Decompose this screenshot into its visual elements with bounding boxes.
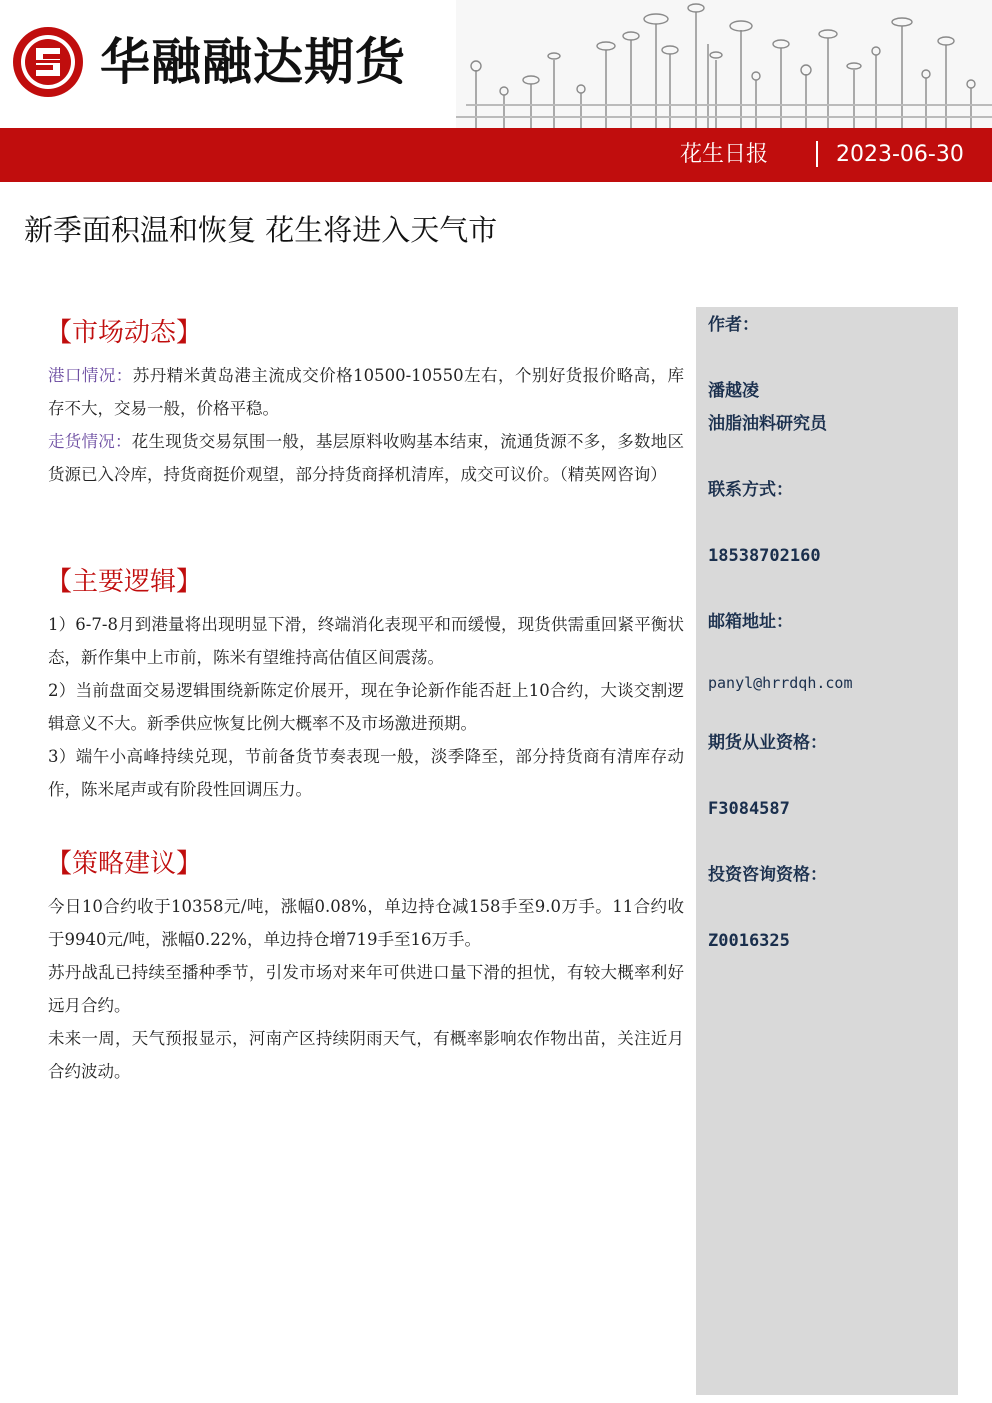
report-header (0, 0, 992, 182)
strategy-item: 苏丹战乱已持续至播种季节，引发市场对来年可供进口量下滑的担忧，有较大概率利好远月合约。 (48, 963, 684, 1015)
spot-text: 花生现货交易氛围一般，基层原料收购基本结束，流通货源不多，多数地区货源已入冷库，持货商挺价观望，部分持货商择机清库，成交可议价。（精英网咨询） (48, 432, 685, 484)
strategy-item: 今日10合约收于10358元/吨，涨幅0.08%，单边持仓减158手至9.0万手。11合约收于9940元/吨，涨幅0.22%，单边持仓增719手至16万手。 (48, 897, 684, 949)
port-text: 苏丹精米黄岛港主流成交价格10500-10550左右，个别好货报价略高，库存不大，交易一般，价格平稳。 (48, 366, 684, 418)
section-heading: 【市场动态】 (46, 318, 203, 348)
port-label: 港口情况： (48, 366, 133, 385)
email-address[interactable]: panyl@hrrdqh.com (708, 674, 853, 692)
report-title: 新季面积温和恢复 花生将进入天气市 (24, 213, 498, 247)
phone-number: 18538702160 (708, 546, 821, 566)
header-divider (816, 141, 818, 167)
section-market (48, 313, 684, 491)
section-logic (48, 562, 684, 806)
futures-qualification-label: 期货从业资格： (708, 733, 827, 753)
author-sidebar (696, 307, 958, 1395)
futures-qualification-number: F3084587 (708, 799, 790, 819)
report-type: 花生日报 (680, 142, 769, 167)
header-decoration (456, 0, 992, 128)
investment-qualification-label: 投资咨询资格： (708, 865, 827, 885)
author-label: 作者： (708, 315, 759, 335)
contact-label: 联系方式： (708, 480, 793, 500)
section-heading: 【主要逻辑】 (46, 567, 203, 597)
report-date: 2023-06-30 (836, 142, 964, 167)
section-heading: 【策略建议】 (46, 849, 203, 879)
spot-paragraph (48, 425, 684, 491)
author-name: 潘越凌 (708, 381, 759, 401)
strategy-item: 未来一周，天气预报显示，河南产区持续阴雨天气，有概率影响农作物出苗，关注近月合约波动。 (48, 1029, 684, 1081)
section-strategy (48, 844, 684, 1088)
logic-item: 2）当前盘面交易逻辑围绕新陈定价展开，现在争论新作能否赶上10合约，大谈交割逻辑意义不大。新季供应恢复比例大概率不及市场激进预期。 (48, 681, 684, 733)
company-logo-icon (10, 24, 86, 100)
email-label: 邮箱地址： (708, 612, 793, 632)
author-title: 油脂油料研究员 (708, 414, 827, 434)
investment-qualification-number: Z0016325 (708, 931, 790, 951)
spot-label: 走货情况： (48, 432, 132, 451)
logic-item: 3）端午小高峰持续兑现，节前备货节奏表现一般，淡季降至，部分持货商有清库存动作，陈米尾声或有阶段性回调压力。 (48, 747, 684, 799)
logic-item: 1）6-7-8月到港量将出现明显下滑，终端消化表现平和而缓慢，现货供需重回紧平衡状态，新作集中上市前，陈米有望维持高估值区间震荡。 (48, 615, 684, 667)
brand-name: 华融融达期货 (100, 33, 406, 91)
port-paragraph (48, 359, 684, 425)
